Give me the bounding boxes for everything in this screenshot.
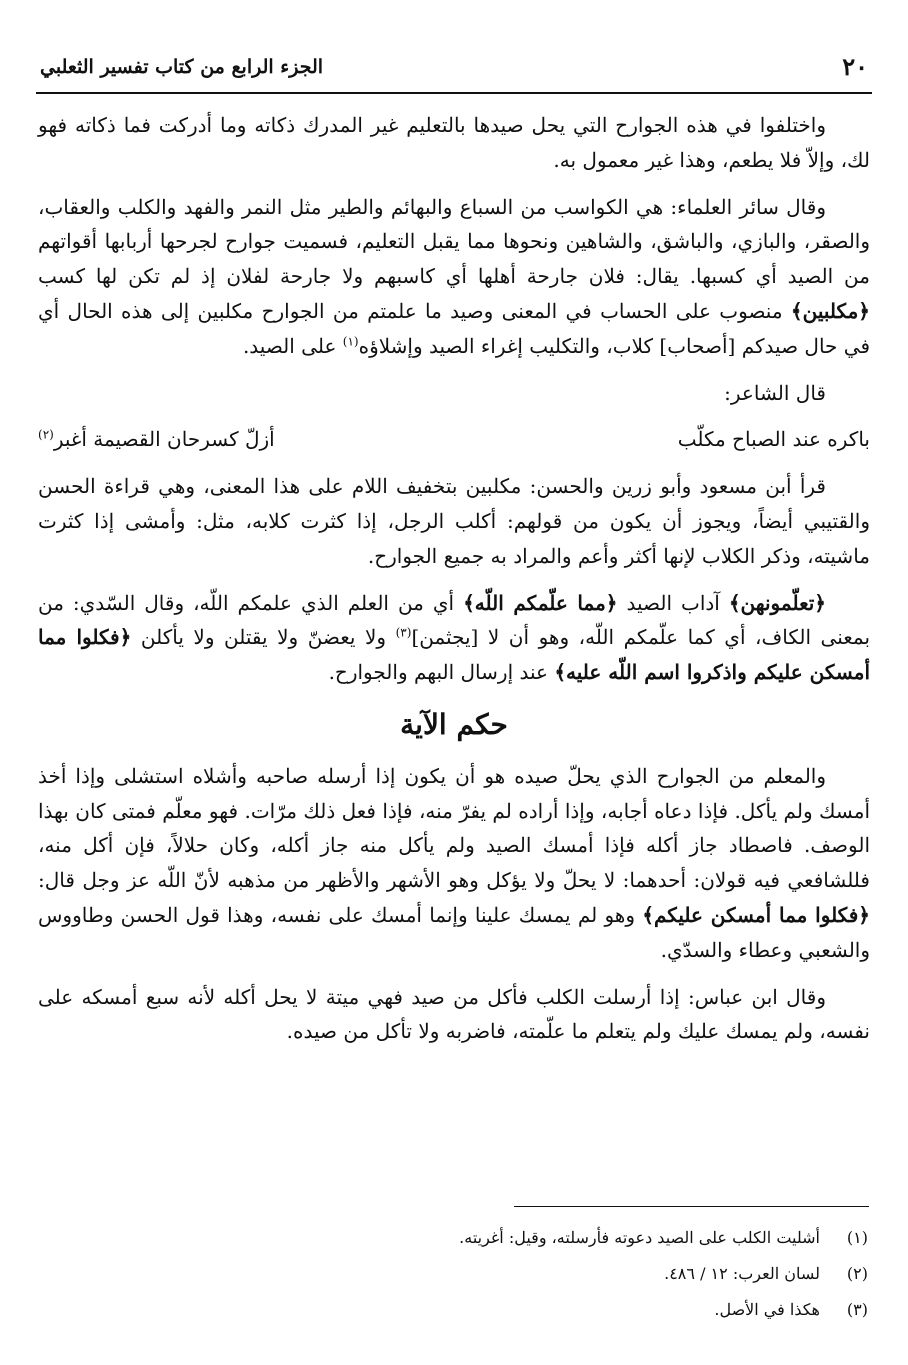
text-run: آداب الصيد (626, 590, 720, 615)
text-run: على الصيد. (242, 333, 337, 358)
footnote-ref: (١) (342, 334, 359, 349)
footnote-text: لسان العرب: ١٢ / ٤٨٦. (664, 1264, 820, 1283)
footnotes (40, 1220, 868, 1328)
section-heading: حكم الآية (400, 707, 508, 741)
footnote-item (40, 1220, 868, 1256)
quran-quote: ﴿تعلّمونهن﴾ (728, 590, 827, 615)
paragraph: قرأ أبن مسعود وأبو زرين والحسن: مكلبين بتخفيف اللام على هذا المعنى، وهي قراءة الحسن والقتيبي أيضاً، ويجوز أن يكون من قولهم: أكلب الرجل، إذا كثرت كلابه، مثل: وأمشى إذا كثرت ماشيته، وذكر الكلاب لإنها أكثر وأعم والمراد به جميع الجوارح. (38, 474, 870, 568)
poet-intro: قال الشاعر: (724, 380, 826, 405)
verse-text: أزلّ كسرحان القصيمة أغبر (53, 427, 275, 452)
quran-quote: ﴿فكلوا مما أمسكن عليكم واذكروا اسم اللّه عليه﴾ (38, 625, 870, 685)
verse-hemistich-left (38, 422, 275, 457)
footnote-divider (514, 1206, 869, 1207)
paragraph (38, 759, 870, 968)
footnote-mark: (٣) (846, 1300, 868, 1319)
text-run: منصوب على الحساب في المعنى وصيد ما علمتم من الجوارح مكلبين إلى هذه الحال أي في حال صيدكم [أصحاب] كلاب، والتكليب إغراء الصيد وإشلاؤه (38, 298, 870, 358)
footnote-mark: (٢) (846, 1264, 868, 1283)
text-run: وهو لم يمسك علينا وإنما أمسك على نفسه، وهذا قول الحسن وطاووس والشعبي وعطاء والسدّي. (38, 902, 870, 962)
text-run: أي من العلم الذي علمكم اللّه، وقال السّدي: من بمعنى الكاف، أي كما علّمكم اللّه، وهو أن لا [يجثمن] (38, 590, 871, 650)
footnote-ref: (٢) (38, 427, 54, 442)
running-title: الجزء الرابع من كتاب تفسير الثعلبي (40, 56, 324, 78)
footnote-item (40, 1292, 868, 1328)
text-run: عند إرسال البهم والجوارح. (328, 660, 548, 685)
poetry-verse (38, 422, 870, 457)
text-run: والمعلم من الجوارح الذي يحلّ صيده هو أن يكون إذا أرسله صاحبه وأشلاه استشلى وإذا أخذ أمسك ولم يأكل. فإذا دعاه أجابه، وإذا أراده لم يفرّ منه، فإذا فعل ذلك مرّات. فهو معلّم فمتى كان بهذا الوصف. فاصطاد جاز أكله فإذا أمسك الصيد ولم يأكل منه جاز أكله، وكان حلالاً، فإن أكل منه، فللشافعي فيه قولان: أحدهما: لا يحلّ ولا يؤكل وهو الأشهر والأظهر من مذهبه لأنّ اللّه عز وجل قال: (38, 763, 870, 893)
footnote-text: أشليت الكلب على الصيد دعوته فأرسلته، وقيل: أغريته. (459, 1228, 820, 1247)
footnote-item (40, 1256, 868, 1292)
page-header (36, 52, 872, 94)
paragraph (38, 190, 870, 364)
paragraph: واختلفوا في هذه الجوارح التي يحل صيدها بالتعليم غير المدرك ذكاته وما أدركت فما ذكاته فهو لك، وإلاّ فلا يطعم، وهذا غير معمول به. (38, 113, 870, 172)
quran-quote: ﴿مكلبين﴾ (790, 298, 871, 323)
main-text (38, 108, 870, 1061)
text-run: وقال سائر العلماء: هي الكواسب من السباع والبهائم والطير مثل النمر والفهد والكلب والعقاب، والصقر، والبازي، والباشق، والشاهين ونحوها مما يقبل التعليم، فسميت جوارح لجرحها أربابها أقواتهم من الصيد أي كسبها. يقال: فلان جارحة أهلها أي كاسبهم ولا جارحة لفلان إذ لم تكن لها كسب (38, 194, 870, 289)
quran-quote: ﴿مما علّمكم اللّه﴾ (463, 590, 618, 615)
quran-quote: ﴿فكلوا مما أمسكن عليكم﴾ (642, 902, 871, 927)
paragraph (38, 586, 870, 690)
footnote-text: هكذا في الأصل. (714, 1300, 820, 1319)
footnote-ref: (٣) (395, 625, 412, 640)
verse-hemistich-right: باكره عند الصباح مكلّب (677, 427, 870, 452)
footnote-mark: (١) (846, 1228, 868, 1247)
text-run: ولا يعضنّ ولا يقتلن ولا يأكلن (140, 625, 387, 650)
page-number: ٢٠ (842, 52, 868, 81)
paragraph: وقال ابن عباس: إذا أرسلت الكلب فأكل من صيد فهي ميتة لا يحل أكله لأنه سبع أمسكه على نفسه، ولم يمسك عليك ولم يتعلم ما علّمته، فاضربه ولا تأكل من صيده. (38, 984, 870, 1044)
